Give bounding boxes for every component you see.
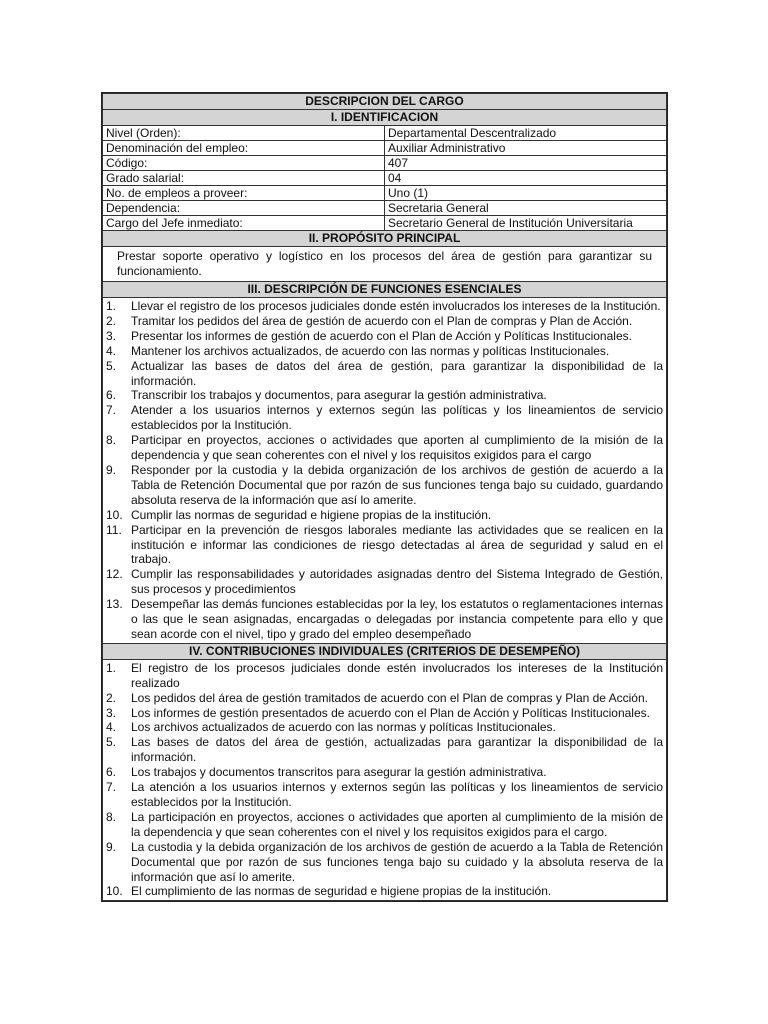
id-label: Dependencia: xyxy=(103,201,385,216)
item-text: Cumplir las responsabilidades y autoridades asignadas dentro del Sistema Integrado de Gestión, sus procesos y procedimientos xyxy=(131,567,663,597)
item-number: 13. xyxy=(106,597,123,612)
item-number: 5. xyxy=(106,735,117,750)
id-row-dependencia xyxy=(103,201,667,216)
funciones-item xyxy=(106,329,663,344)
item-number: 1. xyxy=(106,660,117,675)
contribuciones-cell xyxy=(103,659,667,901)
item-number: 9. xyxy=(106,839,117,854)
item-number: 5. xyxy=(106,358,117,373)
item-text: Atender a los usuarios internos y externos según las políticas y los lineamientos de servicio establecidos por la Institución. xyxy=(131,403,663,433)
item-text: Desempeñar las demás funciones establecidas por la ley, los estatutos o reglamentaciones internas o las que le sean asignadas, encargadas o delegadas por instancia competente para ello y que sean acorde con el nivel, tipo y grado del empleo desempeñado xyxy=(131,597,663,641)
id-row-denominacion xyxy=(103,141,667,156)
item-number: 4. xyxy=(106,720,117,735)
job-description-document xyxy=(101,92,668,902)
item-number: 1. xyxy=(106,299,117,313)
item-text: El cumplimiento de las normas de seguridad e higiene propias de la institución. xyxy=(131,884,552,899)
id-value: 407 xyxy=(385,156,667,171)
item-number: 9. xyxy=(106,462,117,477)
contribuciones-list xyxy=(106,661,663,900)
item-number: 2. xyxy=(106,313,117,328)
funciones-item xyxy=(106,403,663,433)
section-contribuciones-header: IV. CONTRIBUCIONES INDIVIDUALES (CRITERIOS DE DESEMPEÑO) xyxy=(103,643,667,659)
id-value: Departamental Descentralizado xyxy=(385,126,667,141)
id-value: Uno (1) xyxy=(385,186,667,201)
id-label: Cargo del Jefe inmediato: xyxy=(103,216,385,231)
id-label: No. de empleos a proveer: xyxy=(103,186,385,201)
section-funciones-header: III. DESCRIPCIÓN DE FUNCIONES ESENCIALES xyxy=(103,282,667,298)
item-number: 12. xyxy=(106,567,123,582)
item-text: La participación en proyectos, acciones o actividades que aporten al cumplimiento de la misión de la dependencia y que sean coherentes con el nivel y los requisitos exigidos para el cargo. xyxy=(131,809,663,839)
funciones-cell xyxy=(103,298,667,644)
funciones-item xyxy=(106,314,663,329)
id-value: 04 xyxy=(385,171,667,186)
item-number: 3. xyxy=(106,705,117,720)
item-text: El registro de los procesos judiciales donde estén involucrados los intereses de la Institución realizado xyxy=(131,660,663,690)
item-text: Los archivos actualizados de acuerdo con las normas y políticas Institucionales. xyxy=(131,720,556,735)
document-title: DESCRIPCION DEL CARGO xyxy=(103,94,667,110)
item-number: 7. xyxy=(106,780,117,795)
item-text: Participar en proyectos, acciones o actividades que aporten al cumplimiento de la misión de la dependencia y que sean coherentes con el nivel y los requisitos exigidos para el cargo xyxy=(131,433,663,463)
item-number: 3. xyxy=(106,328,117,343)
id-row-nivel xyxy=(103,126,667,141)
item-number: 4. xyxy=(106,343,117,358)
contribuciones-item xyxy=(106,780,663,810)
funciones-item xyxy=(106,508,663,523)
id-row-jefe xyxy=(103,216,667,231)
item-text: Responder por la custodia y la debida organización de los archivos de gestión de acuerdo a la Tabla de Retención Documental que por razón de sus funciones tenga bajo su cuidado, guardando absoluta reserva de la información que así lo amerite. xyxy=(131,462,663,507)
id-row-grado xyxy=(103,171,667,186)
item-number: 8. xyxy=(106,809,117,824)
funciones-item xyxy=(106,388,663,403)
item-number: 7. xyxy=(106,403,117,418)
section-proposito-header: II. PROPÓSITO PRINCIPAL xyxy=(103,231,667,247)
item-number: 6. xyxy=(106,765,117,780)
item-number: 8. xyxy=(106,433,117,448)
item-number: 10. xyxy=(106,884,123,899)
item-text: Las bases de datos del área de gestión, actualizadas para garantizar la disponibilidad de la información. xyxy=(131,735,663,765)
id-label: Código: xyxy=(103,156,385,171)
funciones-item xyxy=(106,463,663,508)
contribuciones-item xyxy=(106,810,663,840)
funciones-item xyxy=(106,344,663,359)
item-text: Los informes de gestión presentados de acuerdo con el Plan de Acción y Políticas Institucionales. xyxy=(131,705,650,720)
item-number: 2. xyxy=(106,690,117,705)
funciones-list xyxy=(106,299,663,642)
item-text: Llevar el registro de los procesos judiciales donde estén involucrados los intereses de la Institución. xyxy=(131,299,661,313)
funciones-item xyxy=(106,299,663,314)
id-value: Secretaria General xyxy=(385,201,667,216)
id-label: Grado salarial: xyxy=(103,171,385,186)
contribuciones-item xyxy=(106,661,663,691)
contribuciones-item xyxy=(106,706,663,721)
contribuciones-item xyxy=(106,884,663,899)
item-text: Mantener los archivos actualizados, de acuerdo con las normas y políticas Institucionales. xyxy=(131,343,610,358)
item-text: La atención a los usuarios internos y externos según las políticas y los lineamientos de servicio establecidos por la Institución. xyxy=(131,780,663,809)
id-label: Denominación del empleo: xyxy=(103,141,385,156)
item-text: Tramitar los pedidos del área de gestión de acuerdo con el Plan de compras y Plan de Acción. xyxy=(131,313,633,328)
id-label: Nivel (Orden): xyxy=(103,126,385,141)
id-row-codigo xyxy=(103,156,667,171)
item-text: Cumplir las normas de seguridad e higiene propias de la institución. xyxy=(131,507,492,522)
funciones-item xyxy=(106,567,663,597)
item-number: 6. xyxy=(106,388,117,403)
contribuciones-item xyxy=(106,840,663,885)
item-text: Presentar los informes de gestión de acuerdo con el Plan de Acción y Políticas Institucionales. xyxy=(131,328,632,343)
id-value: Secretario General de Institución Universitaria xyxy=(385,216,667,231)
job-description-table xyxy=(102,93,667,901)
funciones-item xyxy=(106,523,663,568)
funciones-item xyxy=(106,433,663,463)
item-text: Participar en la prevención de riesgos laborales mediante las actividades que se realicen en la institución e informar las condiciones de riesgo detectadas al área de seguridad y salud en el trabajo. xyxy=(131,522,663,567)
item-text: Actualizar las bases de datos del área de gestión, para garantizar la disponibilidad de la información. xyxy=(131,358,663,388)
id-value: Auxiliar Administrativo xyxy=(385,141,667,156)
item-text: Los trabajos y documentos transcritos para asegurar la gestión administrativa. xyxy=(131,765,547,780)
contribuciones-item xyxy=(106,735,663,765)
section-identificacion-header: I. IDENTIFICACION xyxy=(103,110,667,126)
item-text: La custodia y la debida organización de los archivos de gestión de acuerdo a la Tabla de Retención Documental que por razón de sus funciones tenga bajo su cuidado y la absoluta reserva de la información que así lo amerite. xyxy=(131,839,663,884)
contribuciones-item xyxy=(106,691,663,706)
contribuciones-item xyxy=(106,765,663,780)
item-text: Transcribir los trabajos y documentos, para asegurar la gestión administrativa. xyxy=(131,388,547,403)
id-row-empleos xyxy=(103,186,667,201)
funciones-item xyxy=(106,597,663,642)
item-number: 11. xyxy=(106,522,122,537)
item-text: Los pedidos del área de gestión tramitados de acuerdo con el Plan de compras y Plan de Acción. xyxy=(131,690,648,705)
item-number: 10. xyxy=(106,507,123,522)
funciones-item xyxy=(106,359,663,389)
contribuciones-item xyxy=(106,720,663,735)
proposito-text: Prestar soporte operativo y logístico en los procesos del área de gestión para garantizar su funcionamiento. xyxy=(103,247,667,282)
